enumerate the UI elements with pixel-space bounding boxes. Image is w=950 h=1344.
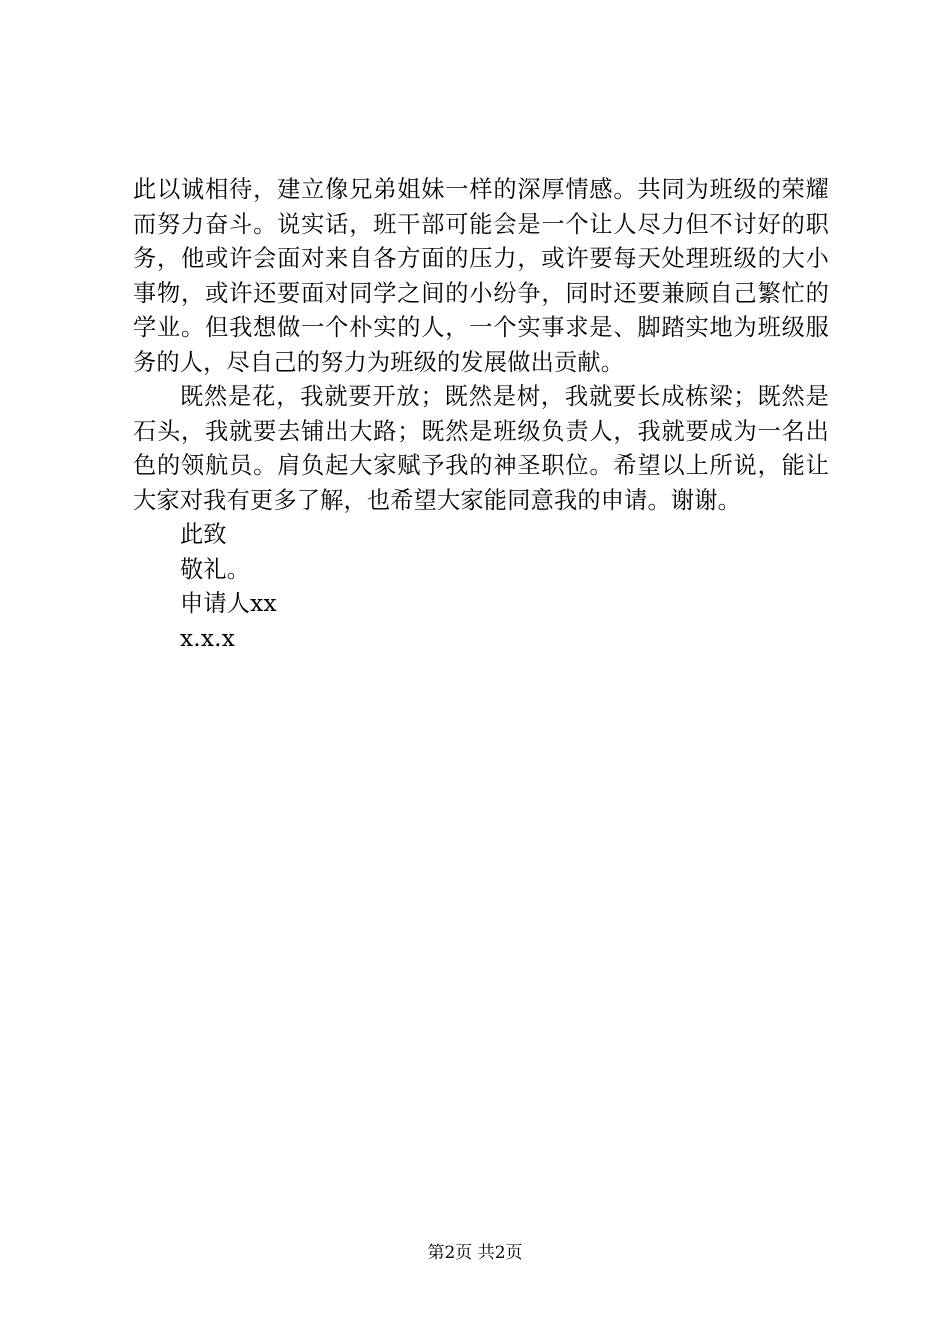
- paragraph-resolve: 既然是花，我就要开放；既然是树，我就要长成栋梁；既然是石头，我就要去铺出大路；既然是班级负责人，我就要成为一名出色的领航员。肩负起大家赋予我的神圣职位。希望以上所说，能让大家对我有更多了解，也希望大家能同意我的申请。谢谢。: [133, 383, 829, 514]
- paragraph-continued: 此以诚相待，建立像兄弟姐妹一样的深厚情感。共同为班级的荣耀而努力奋斗。说实话，班干部可能会是一个让人尽力但不讨好的职务，他或许会面对来自各方面的压力，或许要每天处理班级的大小事物，或许还要面对同学之间的小纷争，同时还要兼顾自己繁忙的学业。但我想做一个朴实的人，一个实事求是、脚踏实地为班级服务的人，尽自己的努力为班级的发展做出贡献。: [133, 176, 829, 376]
- signature-line: 申请人xx: [180, 590, 277, 617]
- closing-line: 此致: [180, 521, 227, 548]
- salutation-line: 敬礼。: [180, 555, 251, 583]
- document-body: [133, 173, 829, 656]
- page-footer: 第2页 共2页: [427, 1243, 523, 1263]
- date-line: x.x.x: [180, 624, 235, 652]
